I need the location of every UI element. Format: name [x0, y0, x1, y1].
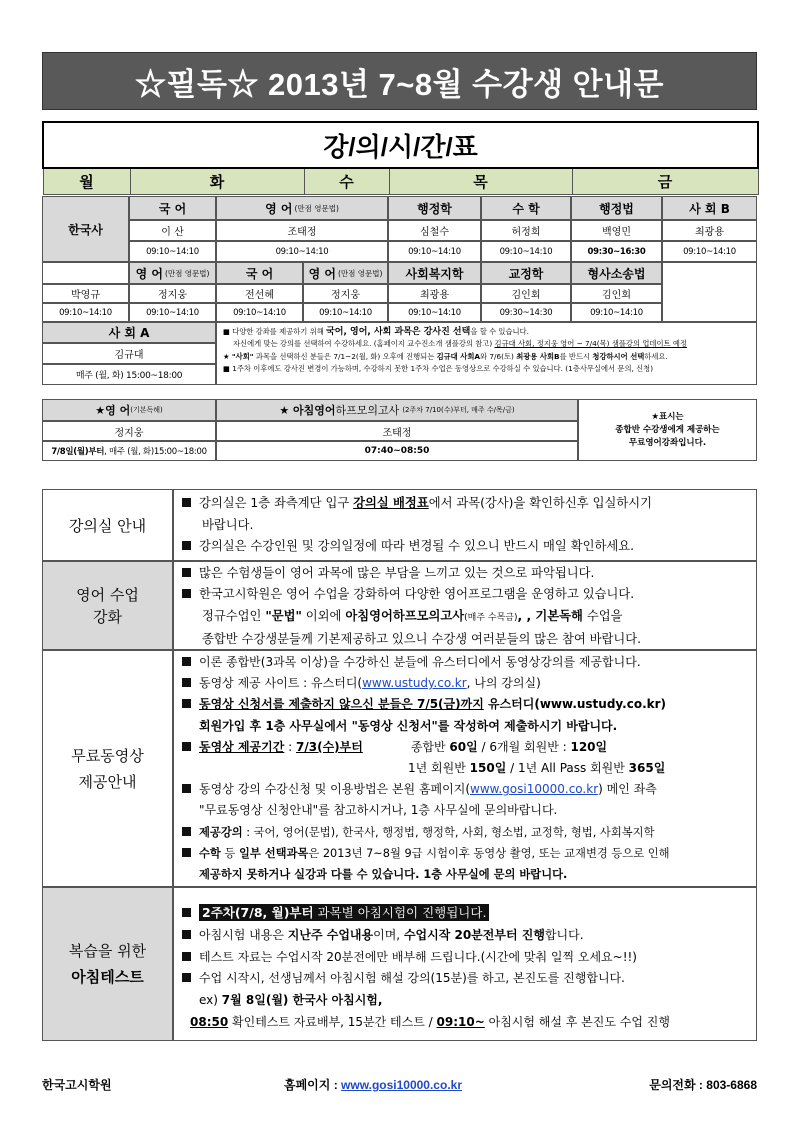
- eng-basic-header: ★영 어 (기본독해): [42, 399, 216, 421]
- english-line-4: 종합반 수강생분들께 기본제공하고 있으니 수강생 여러분들의 많은 참여 바랍니다.: [202, 631, 642, 646]
- social-a-time: 매주 (월, 화) 15:00~18:00: [42, 364, 216, 385]
- r2-time-2: 09:10~14:10: [303, 303, 388, 322]
- footer-academy-name: 한국고시학원: [42, 1078, 112, 1092]
- timetable-grid: [42, 196, 757, 385]
- eng-half-mock-header: ★ 아침 영어 하프모의고사 (2주차 7/10(수)부터, 매주 수/목/금): [216, 399, 578, 421]
- footer-phone: 문의전화 : 803-6868: [649, 1078, 757, 1092]
- timetable-title: 강/의/시/간/표: [43, 122, 758, 168]
- day-fri: 금: [572, 168, 758, 194]
- r1-teacher-5: 최광용: [662, 220, 757, 241]
- eng-note-line2: 종합반 수강생에게 제공하는: [615, 424, 720, 435]
- info-section: [42, 489, 757, 1041]
- r1-subject-3: 수 학: [481, 196, 571, 220]
- note-1b: 자신에게 맞는 강의를 선택하여 수강하세요. (홈페이지 교수진소개 샘플강의 참고) 김규대 사회, 정지웅 영어 ~ 7/4(목) 샘플강의 업데이트 예정: [233, 339, 687, 349]
- video-line-10: 수학 등 일부 선택과목은 2013년 7~8월 9급 시험이후 동영상 촬영, 또는 교재변경 등으로 인해: [182, 843, 750, 864]
- timetable: [42, 121, 759, 195]
- english-box: [42, 399, 757, 461]
- video-line-8: "무료동영상 신청안내"를 참고하시거나, 1층 사무실에 문의바랍니다.: [199, 803, 558, 818]
- r2-right-blank: [662, 262, 757, 322]
- r2-left-teacher: 박영규: [42, 284, 129, 303]
- r1-teacher-3: 허정희: [481, 220, 571, 241]
- test-line-4: 수업 시작시, 선생님께서 아침시험 해설 강의(15분)를 하고, 본진도를 진행합니다.: [182, 968, 750, 990]
- english-line-1: 많은 수험생들이 영어 과목에 많은 부담을 느끼고 있는 것으로 파악됩니다.: [182, 563, 750, 584]
- bullet-icon: [182, 848, 191, 857]
- day-wed: 수: [304, 168, 389, 194]
- day-mon: 월: [43, 168, 130, 194]
- r2-teacher-1: 전선혜: [216, 284, 303, 303]
- video-line-3: 동영상 신청서를 제출하지 않으신 분들은 7/5(금)까지 유스터디(www.ustudy.co.kr): [182, 694, 750, 715]
- r2-subject-5: 형사소송법: [571, 262, 662, 284]
- r1-teacher-2: 심철수: [388, 220, 481, 241]
- video-line-9: 제공강의 : 국어, 영어(문법), 한국사, 행정법, 행정학, 사회, 형소법, 교정학, 형법, 사회복지학: [182, 822, 750, 843]
- bullet-icon: [182, 589, 191, 598]
- r2-left-blank: [42, 262, 129, 284]
- video-line-5: 동영상 제공기간 : 7/3(수)부터 종합반 60일 / 6개월 회원반 : 120일: [182, 737, 750, 758]
- video-line-4: 회원가입 후 1층 사무실에서 "동영상 신청서"를 작성하여 제출하시기 바랍니다.: [199, 718, 618, 733]
- r2-subject-1: 국 어: [216, 262, 303, 284]
- r2-teacher-0: 정지웅: [129, 284, 216, 303]
- r2-subject-3: 사회복지학: [388, 262, 481, 284]
- room-label: 강의실 안내: [42, 489, 173, 561]
- r2-time-5: 09:10~14:10: [571, 303, 662, 322]
- day-header-row: [43, 168, 758, 194]
- test-label: [42, 887, 173, 1041]
- note-1: ■ 다양한 강좌를 제공하기 위해 국어, 영어, 사회 과목은 강사진 선택을 할 수 있습니다.: [223, 327, 529, 337]
- social-a-teacher: 김규대: [42, 343, 216, 364]
- test-line-1: [182, 902, 750, 925]
- test-content: [173, 887, 757, 1041]
- bullet-icon: [182, 930, 191, 939]
- r1-teacher-0: 이 산: [129, 220, 216, 241]
- video-label: [42, 650, 173, 887]
- r1-teacher-1: 조태정: [216, 220, 388, 241]
- bullet-icon: [182, 657, 191, 666]
- day-thu: 목: [389, 168, 572, 194]
- r1-subject-0: 국 어: [129, 196, 216, 220]
- bullet-icon: [182, 568, 191, 577]
- video-line-1: 이론 종합반(3과목 이상)을 수강하신 분들에 유스터디에서 동영상강의를 제공합니다.: [182, 652, 750, 673]
- english-content: [173, 561, 757, 650]
- video-line-7: 동영상 강의 수강신청 및 이용방법은 본원 홈페이지(www.gosi10000.co.kr) 메인 좌측: [182, 779, 750, 800]
- test-highlight: 2주차(7/8, 월)부터 과목별 아침시험이 진행됩니다.: [199, 904, 489, 921]
- r1-time-1: 09:10~14:10: [216, 241, 388, 262]
- bullet-icon: [182, 952, 191, 961]
- room-line-2: 강의실은 수강인원 및 강의일정에 따라 변경될 수 있으니 반드시 매일 확인하세요.: [182, 536, 750, 558]
- r1-time-4: 09:30~16:30: [571, 241, 662, 262]
- r2-teacher-5: 김인회: [571, 284, 662, 303]
- english-label-1: 영어 수업: [76, 585, 139, 604]
- footer-homepage: 홈페이지 : www.gosi10000.co.kr: [284, 1078, 462, 1092]
- eng-note-line1: ★표시는: [651, 411, 684, 422]
- video-line-6: 1년 회원반 150일 / 1년 All Pass 회원반 365일: [408, 761, 666, 776]
- room-content: [173, 489, 757, 561]
- r2-teacher-4: 김인회: [481, 284, 571, 303]
- test-line-2: 아침시험 내용은 지난주 수업내용이며, 수업시작 20분전부터 진행합니다.: [182, 925, 750, 947]
- r2-subject-0: 영 어 (만점 영문법): [129, 262, 216, 284]
- timetable-notes: [216, 322, 757, 385]
- r1-time-0: 09:10~14:10: [129, 241, 216, 262]
- note-3: ■ 1주차 이후에도 강사진 변경이 가능하며, 수강하지 못한 1주차 수업은 동영상으로 수강하실 수 있습니다. (1층사무실에서 문의, 신청): [223, 364, 654, 374]
- r1-subject-5: 사 회 B: [662, 196, 757, 220]
- r2-time-4: 09:30~14:30: [481, 303, 571, 322]
- r1-time-2: 09:10~14:10: [388, 241, 481, 262]
- eng-half-teacher: 조태정: [216, 421, 578, 441]
- r2-teacher-3: 최광용: [388, 284, 481, 303]
- r2-time-0: 09:10~14:10: [129, 303, 216, 322]
- r1-time-3: 09:10~14:10: [481, 241, 571, 262]
- room-line-1b: 바랍니다.: [202, 517, 254, 532]
- r2-teacher-2: 정지웅: [303, 284, 388, 303]
- r1-time-5: 09:10~14:10: [662, 241, 757, 262]
- r1-subject-2: 행정학: [388, 196, 481, 220]
- footer: [42, 1076, 757, 1096]
- r1-subject-4: 행정법: [571, 196, 662, 220]
- video-line-2: 동영상 제공 사이트 : 유스터디(www.ustudy.co.kr, 나의 강의실): [182, 673, 750, 694]
- bullet-icon: [182, 498, 191, 507]
- ustudy-link[interactable]: www.ustudy.co.kr: [362, 676, 467, 691]
- test-line-5: ex) 7월 8일(월) 한국사 아침시험,: [199, 993, 383, 1008]
- eng-basic-teacher: 정지웅: [42, 421, 216, 441]
- r2-time-1: 09:10~14:10: [216, 303, 303, 322]
- english-label: [42, 561, 173, 650]
- test-label-2: 아침테스트: [71, 968, 144, 986]
- bullet-icon: [182, 827, 191, 836]
- english-line-3: 정규수업인 "문법" 이외에 아침영어하프모의고사(매주 수목금), , 기본독해 수업을: [202, 608, 623, 623]
- korean-history-label: 한국사: [42, 196, 129, 262]
- bullet-icon: [182, 742, 191, 751]
- bullet-icon: [182, 908, 191, 917]
- r1-teacher-4: 백영민: [571, 220, 662, 241]
- video-line-11: 제공하지 못하거나 실강과 다를 수 있습니다. 1층 사무실에 문의 바랍니다.: [199, 868, 568, 882]
- r2-subject-2: 영 어 (만점 영문법): [303, 262, 388, 284]
- video-label-2: 제공안내: [78, 772, 137, 791]
- note-2: ★ "사회" 과목을 선택하신 분들은 7/1~2(월, 화) 오후에 진행되는 김규대 사회A와 7/6(토) 최광용 사회B를 반드시 청강하시어 선택하세요.: [223, 351, 668, 361]
- day-tue: 화: [130, 168, 304, 194]
- gosi-link[interactable]: www.gosi10000.co.kr: [470, 782, 599, 797]
- test-line-6: 08:50 확인테스트 자료배부, 15분간 테스트 / 09:10~ 아침시험 해설 후 본진도 수업 진행: [190, 1014, 670, 1029]
- test-label-1: 복습을 위한: [68, 942, 147, 960]
- eng-half-time: 07:40~08:50: [216, 441, 578, 461]
- footer-homepage-link[interactable]: www.gosi10000.co.kr: [341, 1078, 462, 1092]
- bullet-icon: [182, 973, 191, 982]
- room-line-1: 강의실은 1층 좌측계단 입구 강의실 배정표에서 과목(강사)을 확인하신후 입실하시기: [182, 493, 750, 515]
- r2-left-time: 09:10~14:10: [42, 303, 129, 322]
- english-label-2: 강화: [93, 607, 122, 626]
- video-content: [173, 650, 757, 887]
- r2-time-3: 09:10~14:10: [388, 303, 481, 322]
- eng-basic-time: 7/8일(월)부터 , 매주 (월, 화)15:00~18:00: [42, 441, 216, 461]
- bullet-icon: [182, 784, 191, 793]
- video-label-1: 무료동영상: [71, 746, 144, 765]
- bullet-icon: [182, 699, 191, 708]
- page-title: ☆필독☆ 2013년 7~8월 수강생 안내문: [42, 52, 757, 110]
- eng-note: [578, 399, 757, 461]
- r2-subject-4: 교정학: [481, 262, 571, 284]
- bullet-icon: [182, 541, 191, 550]
- eng-note-line3: 무료영어강좌입니다.: [628, 437, 707, 448]
- bullet-icon: [182, 678, 191, 687]
- test-line-3: 테스트 자료는 수업시작 20분전에만 배부해 드립니다.(시간에 맞춰 일찍 오세요~!!): [182, 947, 750, 969]
- r1-subject-1: 영 어 (만점 영문법): [216, 196, 388, 220]
- english-line-2: 한국고시학원은 영어 수업을 강화하여 다양한 영어프로그램을 운영하고 있습니다.: [182, 584, 750, 605]
- social-a-subject: 사 회 A: [42, 322, 216, 343]
